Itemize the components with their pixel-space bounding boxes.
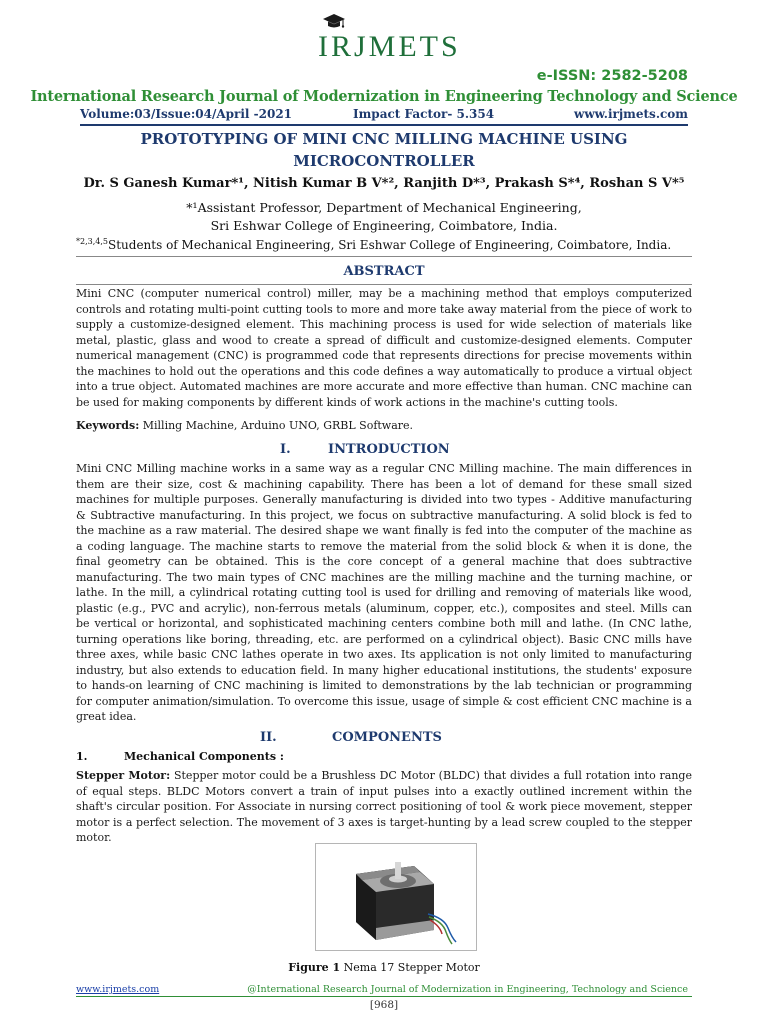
footer-copyright: @International Research Journal of Modernization in Engineering, Technology and Science xyxy=(247,984,688,995)
stepper-text: Stepper motor could be a Brushless DC Motor (BLDC) that divides a full rotation into range of equal steps. BLDC Motors convert a train of input pulses into a exactly outlined increment within the shaft's circular position. For Associate in nursing correct positioning of tool & work piece movement, stepper motor is a perfect selection. The movement of 3 axes is target-hunting by a lead screw coupled to the stepper motor. xyxy=(76,769,692,844)
abstract-heading: ABSTRACT xyxy=(343,264,425,279)
keywords-label: Keywords: xyxy=(76,419,140,432)
introduction-text: Mini CNC Milling machine works in a same way as a regular CNC Milling machine. The main differences in them are their size, cost & machining capability. There has been a lot of demand for these small sized machines for multiple purposes. Generally manufacturing is divided into two types - Additive manufacturing & Subtractive manufacturing. In this project, we focus on subtractive manufacturing. A solid block is fed to the machine as a raw material. The desired shape we want finally is fed into the computer of the machine as a coding language. The machine starts to remove the material from the solid block & when it is done, the final geometry can be obtained. This is the core concept of a general machine that does subtractive manufacturing. The two main types of CNC machines are the milling machine and the turning machine, or lathe. In the mill, a cylindrical rotating cutting tool is used for drilling and removing of materials like wood, plastic (e.g., PVC and acrylic), non-ferrous metals (aluminum, copper, etc.), composites and steel. Mills can be vertical or horizontal, and sophisticated machining centers combine both mill and lathe. (In CNC lathe, turning operations like boring, threading, etc. are performed on a cylindrical object). Basic CNC mills have three axes, while basic CNC lathes operate in two axes. Its application is not only limited to manufacturing industry, but also extends to education field. In many higher educational institutions, the students' exposure to hands-on learning of CNC machining is limited to demonstrations by the lab technician or programming for computer animation/simulation. To overcome this issue, usage of simple & cost efficient CNC machine is a great idea. xyxy=(76,462,692,723)
journal-name: International Research Journal of Modernization in Engineering Technology and Science xyxy=(30,88,738,105)
graduation-cap-icon xyxy=(322,12,346,32)
issue-meta-row xyxy=(80,107,688,123)
abstract-text: Mini CNC (computer numerical control) miller, may be a machining method that employs computerized controls and rotating multi-point cutting tools to more and more take away material from the piece of work to supply a customize-designed element. This machining process is used for wide selection of materials like metal, plastic, glass and wood to create a spread of difficult and customize-designed elements. Computer numerical management (CNC) is programmed code that represents directions for precise movements within the machines to hold out the operations and this code defines a way automatically to produce a virtual object into a true object. Automated machines are more accurate and more effective than human. CNC machine can be used for making components by different kinds of work actions in the machine's cutting tools. xyxy=(76,287,692,409)
impact-factor: Impact Factor- 5.354 xyxy=(353,107,495,121)
paper-title: PROTOTYPING OF MINI CNC MILLING MACHINE USING MICROCONTROLLER xyxy=(140,130,628,170)
subsection-title: Mechanical Components : xyxy=(124,750,284,763)
subsection-heading xyxy=(76,750,476,766)
figure-caption-text: Nema 17 Stepper Motor xyxy=(340,961,480,974)
figure-label: Figure 1 xyxy=(288,961,341,974)
keywords xyxy=(76,418,692,434)
figure-stepper-motor xyxy=(315,843,477,951)
affiliation-line-2: Sri Eshwar College of Engineering, Coimbatore, India. xyxy=(210,218,558,233)
affiliation-marker: *¹ xyxy=(186,200,198,215)
journal-website: www.irjmets.com xyxy=(574,107,688,121)
section-number: II. xyxy=(260,730,277,745)
figure-caption xyxy=(0,961,768,974)
affiliation-professor xyxy=(0,199,768,235)
header-divider xyxy=(80,124,688,126)
stepper-motor-paragraph xyxy=(76,768,692,846)
stepper-motor-image xyxy=(316,844,476,950)
section-number: I. xyxy=(280,442,291,457)
logo-wordmark: IRJMETS xyxy=(318,30,461,63)
affiliation-line-1: Assistant Professor, Department of Mechanical Engineering, xyxy=(197,200,582,215)
author-list: Dr. S Ganesh Kumar*¹, Nitish Kumar B V*², Ranjith D*³, Prakash S*⁴, Roshan S V*⁵ xyxy=(83,176,685,191)
divider xyxy=(76,256,692,257)
affiliation-text: Students of Mechanical Engineering, Sri Eshwar College of Engineering, Coimbatore, India. xyxy=(108,238,672,252)
keywords-text: Milling Machine, Arduino UNO, GRBL Software. xyxy=(139,419,414,432)
section-title: COMPONENTS xyxy=(332,730,442,745)
subsection-number: 1. xyxy=(76,750,88,763)
page-number: [968] xyxy=(369,999,399,1011)
divider xyxy=(76,284,692,285)
section-title: INTRODUCTION xyxy=(328,442,450,457)
affiliation-students xyxy=(76,237,692,252)
affiliation-marker: *2,3,4,5 xyxy=(76,237,108,246)
stepper-label: Stepper Motor: xyxy=(76,769,171,782)
footer-divider xyxy=(76,996,692,997)
footer-website-link[interactable]: www.irjmets.com xyxy=(76,984,160,995)
volume-info: Volume:03/Issue:04/April -2021 xyxy=(80,107,293,121)
journal-logo xyxy=(318,12,461,68)
eissn: e-ISSN: 2582-5208 xyxy=(536,68,688,84)
